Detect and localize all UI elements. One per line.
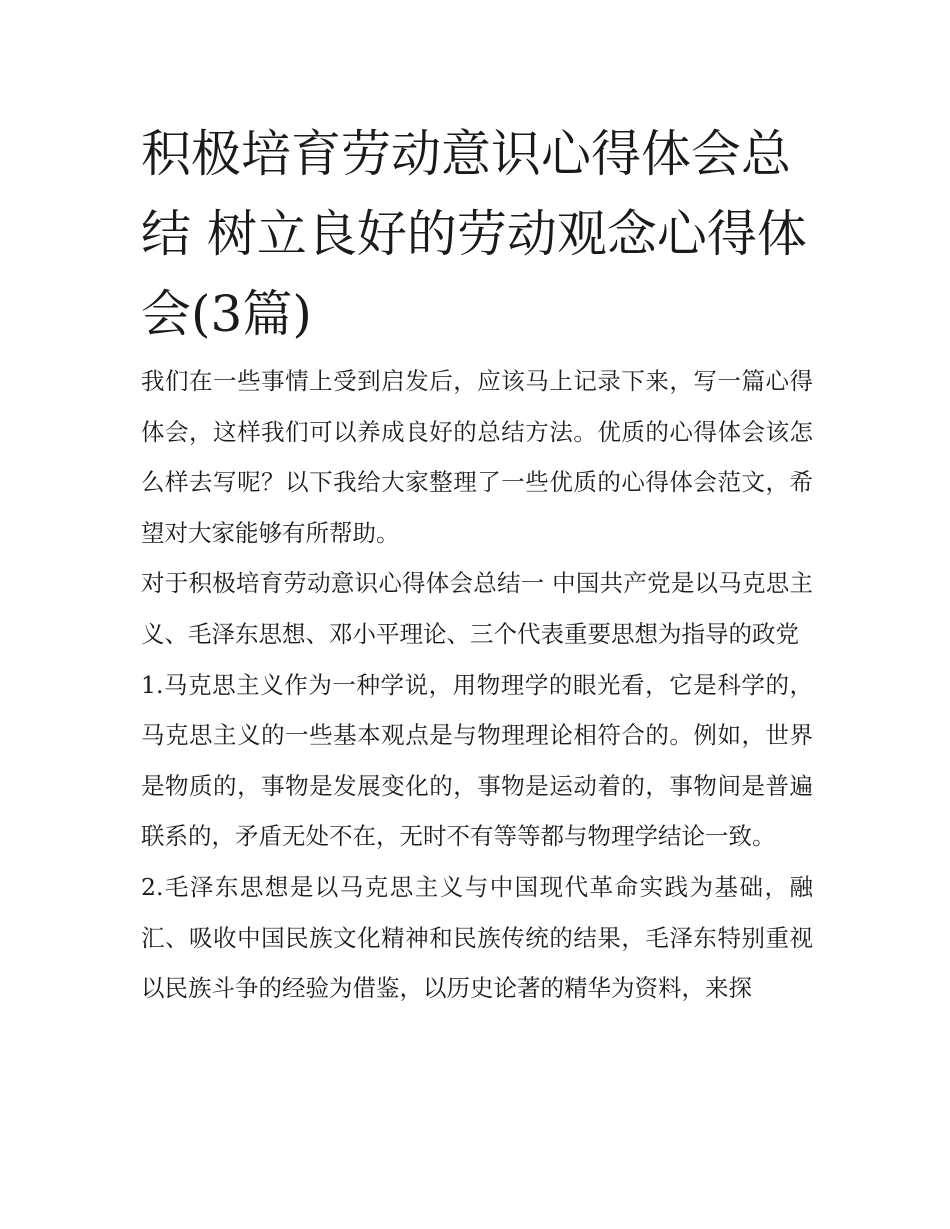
point-1-paragraph: 1.马克思主义作为一种学说，用物理学的眼光看，它是科学的，马克思主义的一些基本观点是与物理理论相符合的。例如，世界是物质的，事物是发展变化的，事物是运动着的，事物间是普遍联系的，矛盾无处不在，无时不有等等都与物理学结论一致。 (141, 670, 813, 851)
document-title: 积极培育劳动意识心得体会总结 树立良好的劳动观念心得体会(3篇) (141, 125, 807, 343)
section-heading-paragraph: 对于积极培育劳动意识心得体会总结一 中国共产党是以马克思主义、毛泽东思想、邓小平理论、三个代表重要思想为指导的政党 (141, 569, 813, 648)
document-body (141, 356, 813, 1014)
point-2-paragraph: 2.毛泽东思想是以马克思主义与中国现代革命实践为基础，融汇、吸收中国民族文化精神和民族传统的结果，毛泽东特别重视以民族斗争的经验为借鉴，以历史论著的精华为资料，来探 (141, 872, 813, 1003)
intro-paragraph: 我们在一些事情上受到启发后，应该马上记录下来，写一篇心得体会，这样我们可以养成良好的总结方法。优质的心得体会该怎么样去写呢？以下我给大家整理了一些优质的心得体会范文，希望对大家能够有所帮助。 (141, 367, 813, 547)
